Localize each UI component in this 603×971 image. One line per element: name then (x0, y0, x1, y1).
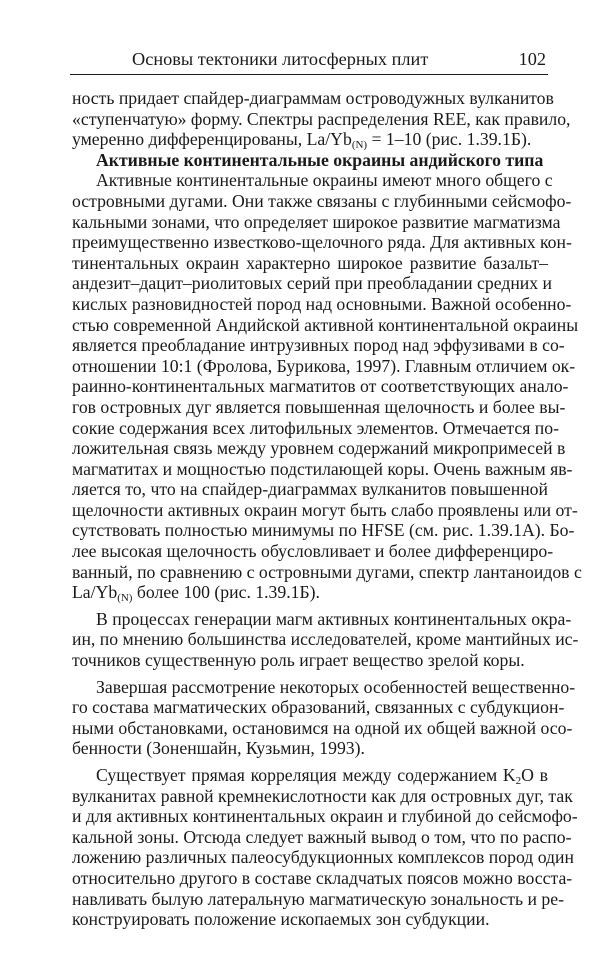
text-line: кальной зоны. Отсюда следует важный вывод о том, что по распо- (72, 826, 572, 847)
text-segment: O в (521, 765, 549, 785)
text-line: андезит–дацит–риолитовых серий при преобладании средних и (72, 273, 553, 294)
text-line (72, 129, 548, 150)
body-text (72, 88, 582, 930)
text-segment: умеренно дифференцированы, La/Yb (72, 129, 352, 150)
text-line: ванный, по сравнению с островными дугами, спектр лантаноидов с (72, 561, 582, 582)
text-line: сутствовать полностью минимумы по HFSE (см. рис. 1.39.1А). Бо- (72, 520, 575, 541)
subscript: (N) (117, 592, 133, 605)
text-segment: Существует прямая корреляция между содержанием K (96, 765, 516, 785)
text-line: отношении 10:1 (Фролова, Бурикова, 1997). Главным отличием ок- (72, 355, 576, 376)
text-line: «ступенчатую» форму. Спектры распределения REE, как правило, (72, 108, 571, 129)
text-segment: La/Yb (72, 582, 118, 603)
text-line: ложению различных палеосубдукционных комплексов пород один (72, 847, 574, 868)
text-segment: = 1–10 (рис. 1.39.1Б). (367, 129, 532, 150)
text-segment: более 100 (рис. 1.39.1Б). (132, 582, 320, 603)
paragraph (72, 676, 576, 759)
text-line: и для активных континентальных окраин и глубиной до сейсмофо- (72, 806, 578, 827)
text-line: ными обстановками, остановимся на одной их общей важной осо- (72, 717, 573, 738)
paragraph (72, 765, 578, 930)
text-line: кальными зонами, что определяет широкое развитие магматизма (72, 211, 561, 232)
text-line: островными дугами. Они также связаны с глубинными сейсмофо- (72, 190, 572, 211)
text-line: конструировать положение ископаемых зон субдукции. (72, 909, 490, 930)
subscript: (N) (351, 139, 368, 152)
text-line: ложительная связь между уровнем содержаний микропримесей в (72, 438, 566, 459)
text-line: щелочности активных окраин могут быть слабо проявлены или от- (72, 499, 578, 520)
text-line: кислых разновидностей пород над основными. Важной особенно- (72, 293, 572, 314)
text-line: бенности (Зоненшайн, Кузьмин, 1993). (72, 738, 365, 759)
page-number: 102 (518, 49, 546, 69)
text-line: лее высокая щелочность обусловливает и более дифференциро- (72, 541, 554, 562)
text-line: ляется то, что на спайдер-диаграммах вулканитов повышенной (72, 479, 548, 500)
text-line: В процессах генерации магм активных континентальных окра- (96, 608, 572, 629)
subscript: 2 (515, 775, 522, 787)
text-line: Активные континентальные окраины имеют много общего с (96, 170, 553, 191)
text-line: го состава магматических образований, связанных с субдукцион- (72, 697, 565, 718)
text-line (72, 582, 548, 603)
running-header (70, 44, 548, 75)
running-header-title: Основы тектоники литосферных плит (132, 49, 429, 69)
paragraph (72, 608, 579, 671)
text-line: гов островных дуг является повышенная щелочность и более вы- (72, 396, 566, 417)
paragraph (72, 170, 582, 605)
text-line: преимущественно известково-щелочного ряда. Для активных кон- (72, 232, 572, 253)
text-line: Завершая рассмотрение некоторых особенностей вещественно- (96, 676, 576, 697)
text-line: ность придает спайдер-диаграммам островодужных вулканитов (72, 88, 554, 108)
paragraph (72, 88, 571, 152)
text-line: тинентальных окраин характерно широкое развитие базальт– (72, 252, 548, 273)
text-line (72, 765, 548, 786)
text-line: точников существенную роль играет вещество зрелой коры. (72, 650, 525, 671)
text-line: относительно другого в составе складчатых поясов можно восста- (72, 867, 573, 888)
text-line: вулканитах равной кремнекислотности как для островных дуг, так (72, 785, 573, 806)
text-line: магматитах и мощностью подстилающей коры. Очень важным яв- (72, 458, 573, 479)
section-heading: Активные континентальные окраины андийского типа (96, 149, 544, 170)
text-line: раинно-континентальных магматитов от соответствующих анало- (72, 376, 569, 397)
text-line: навливать былую латеральную магматическую зональность и ре- (72, 888, 564, 909)
text-line: сокие содержания всех литофильных элементов. Отмечается по- (72, 417, 559, 438)
text-line: ин, по мнению большинства исследователей, кроме мантийных ис- (72, 629, 579, 650)
text-line: стью современной Андийской активной континентальной окраины (72, 314, 579, 335)
text-line: является преобладание интрузивных пород над эффузивами в со- (72, 335, 565, 356)
